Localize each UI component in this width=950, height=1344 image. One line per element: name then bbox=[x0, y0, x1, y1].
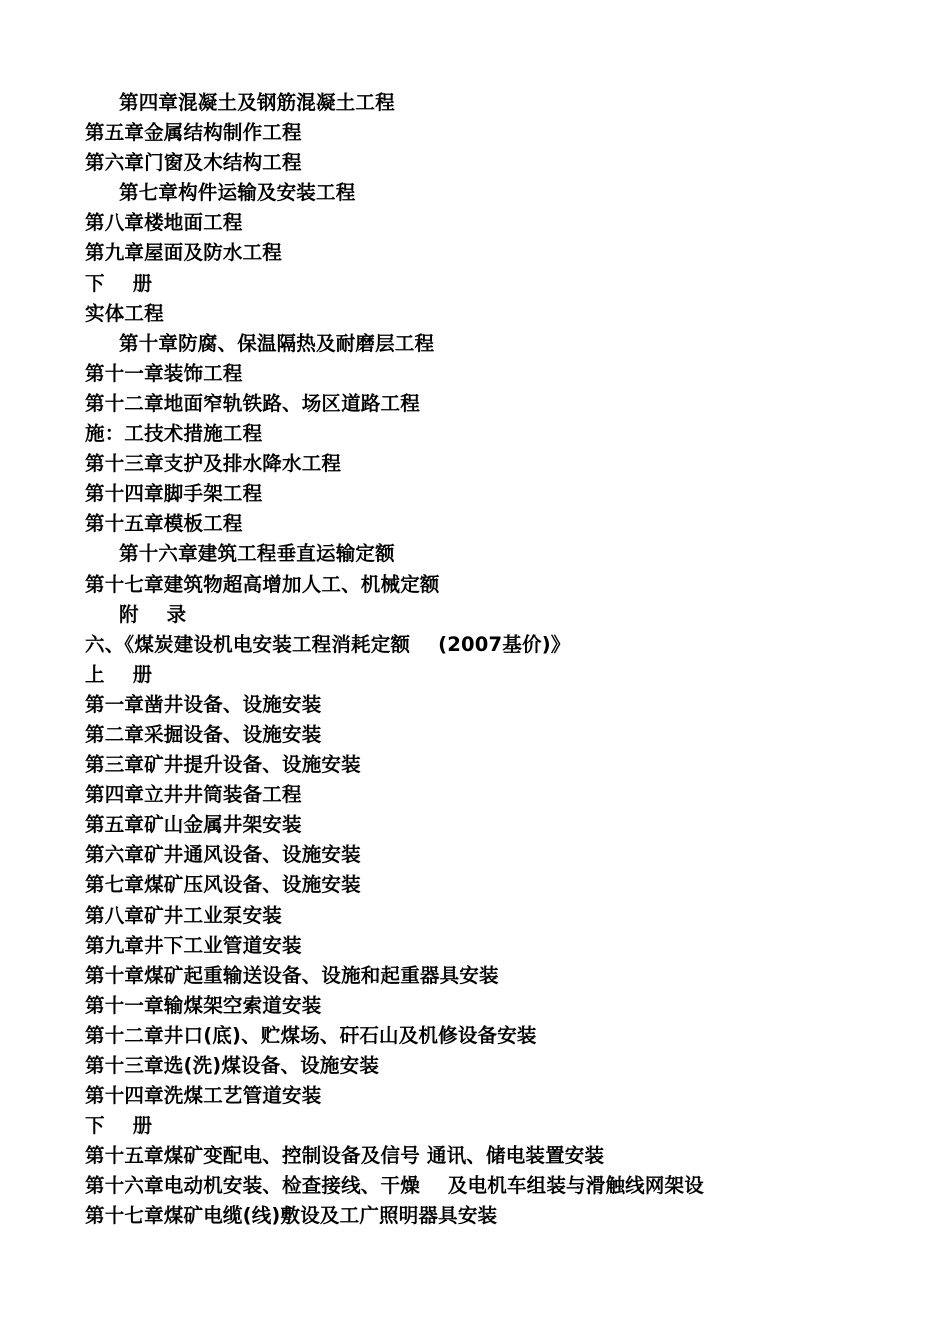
toc-line: 第五章金属结构制作工程 bbox=[85, 121, 302, 145]
toc-line: 第六章矿井通风设备、设施安装 bbox=[85, 843, 361, 867]
toc-line: 第十一章输煤架空索道安装 bbox=[85, 993, 322, 1017]
toc-line: 第十四章脚手架工程 bbox=[85, 482, 263, 506]
toc-line: 第十六章电动机安装、检查接线、干燥 及电机车组装与滑触线网架设 bbox=[85, 1174, 704, 1198]
table-of-contents bbox=[85, 88, 905, 1232]
toc-line: 第十六章建筑工程垂直运输定额 bbox=[119, 542, 395, 566]
toc-line: 第六章门窗及木结构工程 bbox=[85, 151, 302, 175]
toc-line: 第二章采掘设备、设施安装 bbox=[85, 722, 322, 746]
toc-line: 第七章煤矿压风设备、设施安装 bbox=[85, 873, 361, 897]
toc-line: 第十章防腐、保温隔热及耐磨层工程 bbox=[119, 331, 435, 355]
section-heading: 实体工程 bbox=[85, 301, 164, 325]
appendix-heading: 附 录 bbox=[119, 602, 187, 626]
toc-line: 第十一章装饰工程 bbox=[85, 361, 243, 385]
volume-heading: 上 册 bbox=[85, 662, 153, 686]
toc-line: 第九章井下工业管道安装 bbox=[85, 933, 302, 957]
volume-heading: 下 册 bbox=[85, 271, 153, 295]
toc-line: 第七章构件运输及安装工程 bbox=[119, 181, 356, 205]
toc-line: 第十七章建筑物超高增加人工、机械定额 bbox=[85, 572, 440, 596]
toc-line: 第八章楼地面工程 bbox=[85, 211, 243, 235]
toc-line: 第十二章地面窄轨铁路、场区道路工程 bbox=[85, 391, 420, 415]
volume-heading: 下 册 bbox=[85, 1114, 153, 1138]
toc-line: 第十章煤矿起重输送设备、设施和起重器具安装 bbox=[85, 963, 499, 987]
toc-line: 第一章凿井设备、设施安装 bbox=[85, 692, 322, 716]
toc-line: 第十二章井口(底)、贮煤场、矸石山及机修设备安装 bbox=[85, 1023, 537, 1047]
toc-line: 第十四章洗煤工艺管道安装 bbox=[85, 1084, 322, 1108]
toc-line: 第九章屋面及防水工程 bbox=[85, 241, 283, 265]
toc-line: 第三章矿井提升设备、设施安装 bbox=[85, 753, 361, 777]
toc-line: 第五章矿山金属井架安装 bbox=[85, 813, 302, 837]
standard-title: 六、《煤炭建设机电安装工程消耗定额 (2007基价)》 bbox=[85, 632, 571, 656]
toc-line: 第十五章煤矿变配电、控制设备及信号 通讯、储电装置安装 bbox=[85, 1144, 605, 1168]
toc-line: 第八章矿井工业泵安装 bbox=[85, 903, 283, 927]
section-heading: 施：工技术措施工程 bbox=[85, 422, 263, 446]
toc-line: 第十七章煤矿电缆(线)敷设及工广照明器具安装 bbox=[85, 1204, 498, 1228]
toc-line: 第四章立井井筒装备工程 bbox=[85, 783, 302, 807]
toc-line: 第十三章支护及排水降水工程 bbox=[85, 452, 342, 476]
toc-line: 第十五章模板工程 bbox=[85, 512, 243, 536]
toc-line: 第十三章选(洗)煤设备、设施安装 bbox=[85, 1054, 380, 1077]
toc-line: 第四章混凝土及钢筋混凝土工程 bbox=[119, 91, 395, 114]
